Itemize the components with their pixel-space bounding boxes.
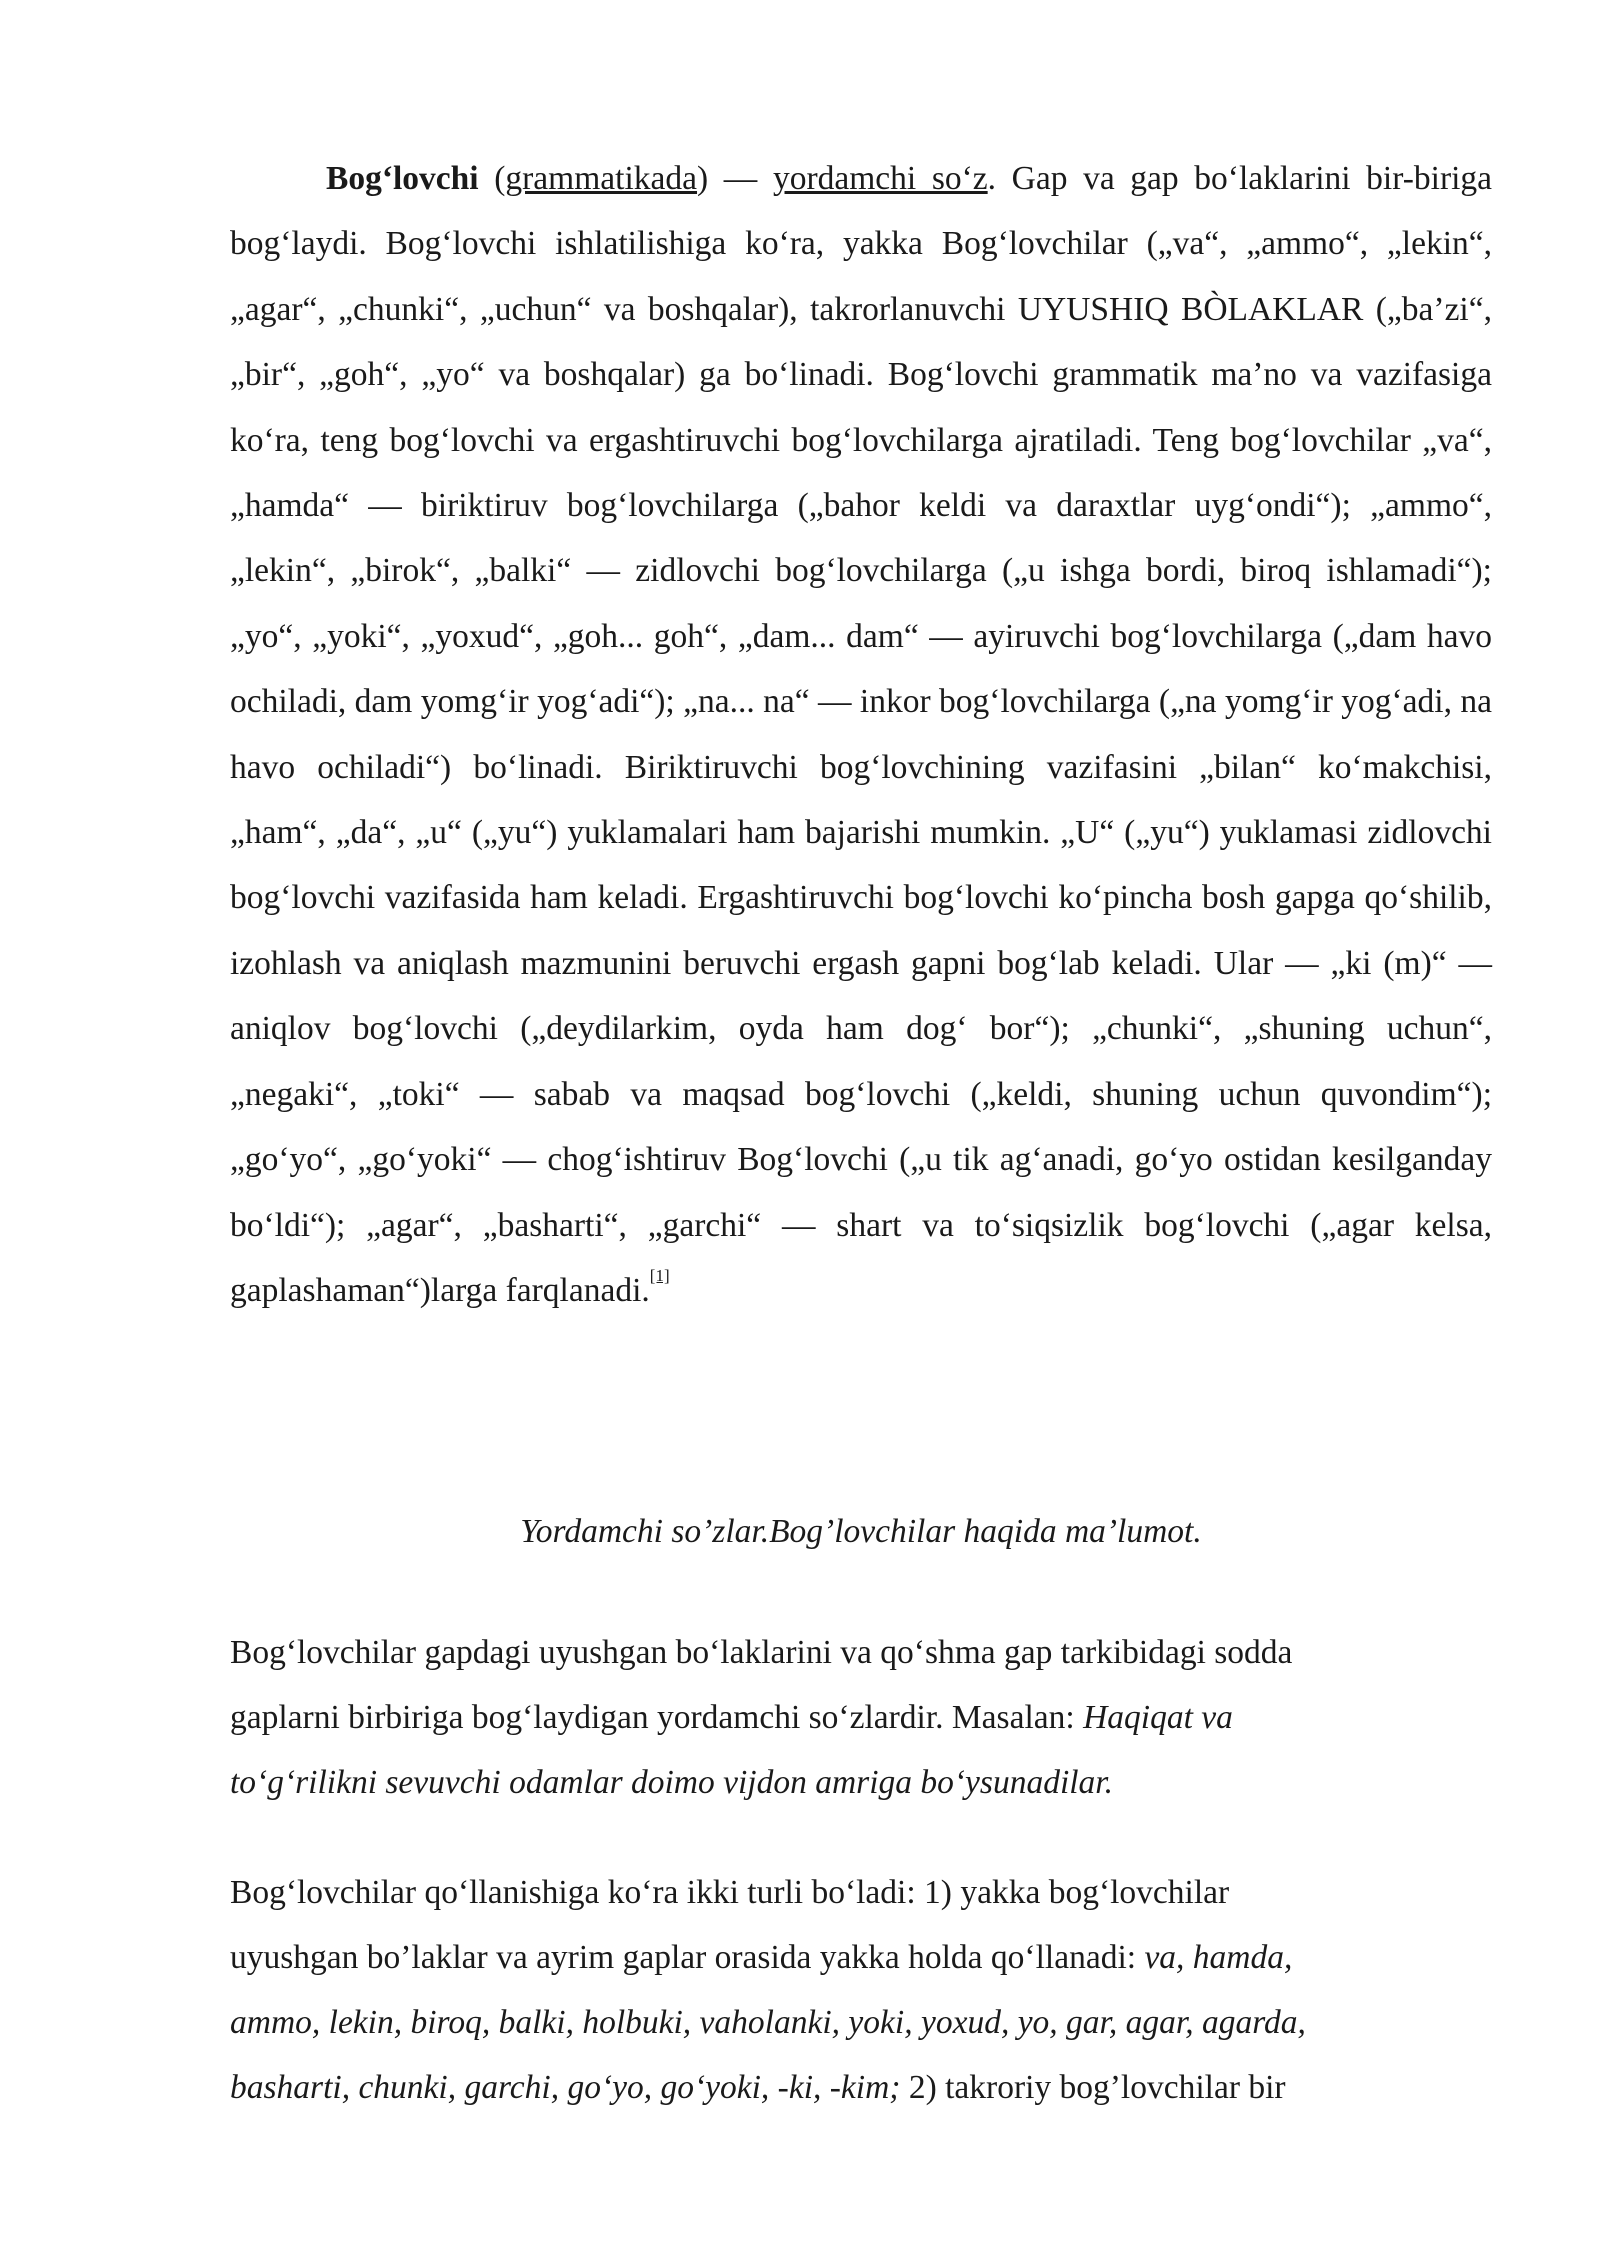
text-line: Bog‘lovchilar qo‘llanishiga ko‘ra ikki turli bo‘ladi: 1) yakka bog‘lovchilar (230, 1874, 1230, 1911)
text-plain: 2) takroriy bog’lovchilar bir (900, 2069, 1286, 2106)
text-plain: gaplarni birbiriga bog‘laydigan yordamchi so‘zlardir. Masalan: (230, 1699, 1084, 1736)
section-subtitle: Yordamchi so’zlar.Bog’lovchilar haqida ma’lumot. (520, 1513, 1202, 1550)
text-line (230, 2055, 1492, 2120)
text-line (230, 1990, 1492, 2055)
example-italic: to‘g‘rilikni sevuvchi odamlar doimo vijdon amriga bo‘ysunadilar. (230, 1764, 1114, 1801)
open-paren: ( (478, 160, 506, 197)
intro-body-text: . Gap va gap bo‘laklarini bir-biriga bog‘laydi. Bog‘lovchi ishlatilishiga ko‘ra, yakka Bog‘lovchilar („va“, „ammo“, „lekin“, „agar“, „chunki“, „uchun“ va boshqalar), takrorlanuvchi UYUSHIQ BÒLAKLAR („ba’zi“, „bir“, „goh“, „yo“ va boshqalar) ga bo‘linadi. Bog‘lovchi grammatik ma’no va vazifasiga ko‘ra, teng bog‘lovchi va ergashtiruvchi bog‘lovchilarga ajratiladi. Teng bog‘lovchilar „va“, „hamda“ — biriktiruv bog‘lovchilarga („bahor keldi va daraxtlar uyg‘ondi“); „ammo“, „lekin“, „birok“, „balki“ — zidlovchi bog‘lovchilarga („u ishga bordi, biroq ishlamadi“); „yo“, „yoki“, „yoxud“, „goh... goh“, „dam... dam“ — ayiruvchi bog‘lovchilarga („dam havo ochiladi, dam yomg‘ir yog‘adi“); „na... na“ — inkor bog‘lovchilarga („na yomg‘ir yog‘adi, na havo ochiladi“) bo‘linadi. Biriktiruvchi bog‘lovchining vazifasini „bilan“ ko‘makchisi, „ham“, „da“, „u“ („yu“) yuklamalari ham bajarishi mumkin. „U“ („yu“) yuklamasi zidlovchi bog‘lovchi vazifasida ham keladi. Ergashtiruvchi bog‘lovchi ko‘pincha bosh gapga qo‘shilib, izohlash va aniqlash mazmunini beruvchi ergash gapni bog‘lab keladi. Ular — „ki (m)“ — aniqlov bog‘lovchi („deydilarkim, oyda ham dog‘ bor“); „chunki“, „shuning uchun“, „negaki“, „toki“ — sabab va maqsad bog‘lovchi („keldi, shuning uchun quvondim“); „go‘yo“, „go‘yoki“ — chog‘ishtiruv Bog‘lovchi („u tik ag‘anadi, go‘yo ostidan kesilganday bo‘ldi“); „agar“, „basharti“, „garchi“ — shart va to‘siqsizlik bog‘lovchi („agar kelsa, gaplashaman“)larga farqlanadi. (230, 160, 1493, 1309)
text-plain: uyushgan bo’laklar va ayrim gaplar orasida yakka holda qo‘llanadi: (230, 1939, 1145, 1976)
paragraph-intro (230, 146, 1492, 1323)
paragraph-definition (230, 1620, 1492, 1815)
text-line (230, 1925, 1492, 1990)
example-italic: basharti, chunki, garchi, go‘yo, go‘yoki, -ki, -kim; (230, 2069, 901, 2106)
footnote-link[interactable]: [1] (649, 1265, 670, 1285)
example-italic: Haqiqat va (1083, 1699, 1233, 1736)
link-grammatikada[interactable]: grammatikada (505, 160, 698, 197)
paragraph-types (230, 1860, 1492, 2120)
example-italic: va, hamda, (1144, 1939, 1293, 1976)
text-line: Bog‘lovchilar gapdagi uyushgan bo‘laklarini va qo‘shma gap tarkibidagi sodda (230, 1634, 1293, 1671)
term-heading: Bog‘lovchi (326, 160, 479, 197)
text-line (230, 1685, 1492, 1750)
dash-text: ) — (697, 160, 773, 197)
example-italic: ammo, lekin, biroq, balki, holbuki, vaholanki, yoki, yoxud, yo, gar, agar, agarda, (230, 2004, 1306, 2041)
link-yordamchi-soz[interactable]: yordamchi so‘z (772, 160, 988, 197)
text-line (230, 1750, 1492, 1815)
